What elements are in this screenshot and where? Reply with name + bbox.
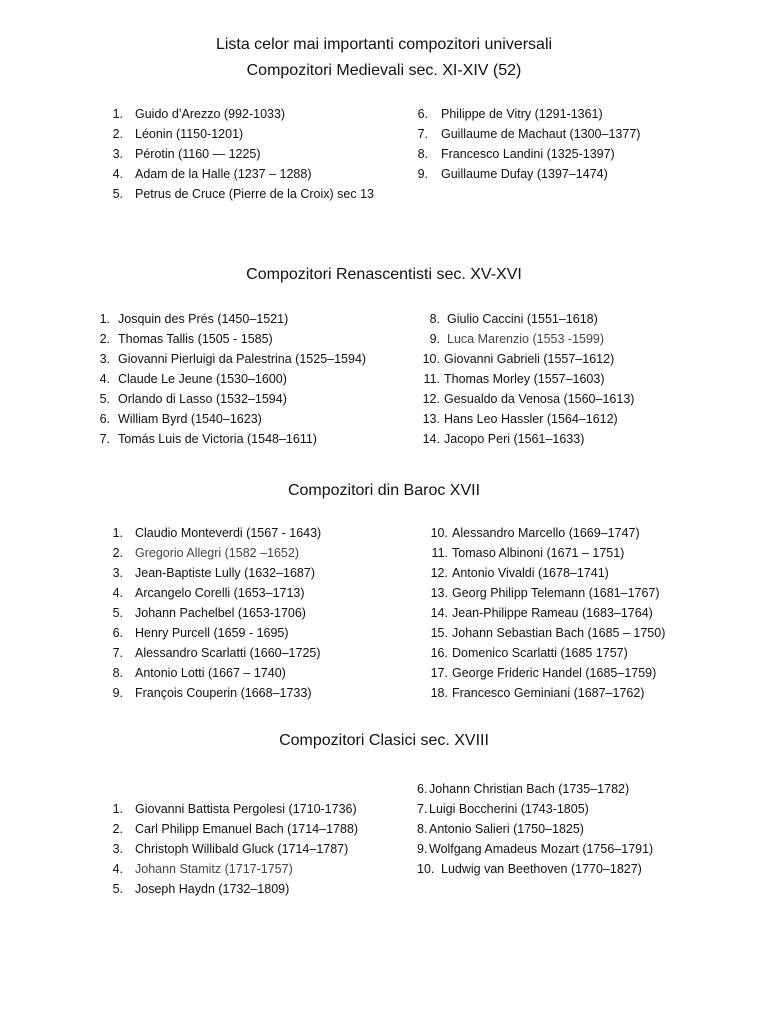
- list-item: 17. George Frideric Handel (1685–1759): [430, 666, 657, 680]
- list-item: 3. Christoph Willibald Gluck (1714–1787): [112, 842, 349, 856]
- section-heading-baroque: Compozitori din Baroc XVII: [287, 482, 481, 499]
- list-item: 7. Alessandro Scarlatti (1660–1725): [112, 646, 321, 660]
- list-item: 10. Giovanni Gabrieli (1557–1612): [422, 352, 615, 366]
- list-item: 11. Thomas Morley (1557–1603): [423, 372, 605, 386]
- list-item: 6. Johann Christian Bach (1735–1782): [417, 782, 630, 796]
- list-item: 10. Alessandro Marcello (1669–1747): [430, 526, 640, 540]
- list-item: 5. Johann Pachelbel (1653-1706): [112, 606, 306, 620]
- list-item: 8. Francesco Landini (1325-1397): [417, 147, 615, 161]
- renaissance-list-left: [94, 309, 366, 449]
- list-item: 4. Adam de la Halle (1237 – 1288): [112, 167, 312, 181]
- list-item: 9. François Couperin (1668–1733): [112, 686, 312, 700]
- list-item: 6. William Byrd (1540–1623): [99, 412, 262, 426]
- list-item: 2. Léonin (1150-1201): [112, 127, 244, 141]
- classical-list-left: [106, 799, 358, 899]
- list-item: 4. Claude Le Jeune (1530–1600): [99, 372, 287, 386]
- list-item: 14. Jacopo Peri (1561–1633): [422, 432, 585, 446]
- section-heading-classical: Compozitori Clasici sec. XVIII: [279, 732, 489, 749]
- baroque-list-left: [106, 523, 321, 703]
- baroque-list-right: [424, 523, 665, 703]
- list-item: 14. Jean-Philippe Rameau (1683–1764): [430, 606, 653, 620]
- section-heading-medieval: Compozitori Medievali sec. XI-XIV (52): [246, 62, 522, 79]
- list-item: 9. Luca Marenzio (1553 -1599): [429, 332, 605, 346]
- list-item: 7. Luigi Boccherini (1743-1805): [417, 802, 589, 816]
- list-item: 1. Claudio Monteverdi (1567 - 1643): [112, 526, 322, 540]
- list-item: 9. Guillaume Dufay (1397–1474): [417, 167, 608, 181]
- list-item: 11. Tomaso Albinoni (1671 – 1751): [431, 546, 625, 560]
- document-title: Lista celor mai importanti compozitori universali: [215, 36, 553, 53]
- list-item: 8. Antonio Lotti (1667 – 1740): [112, 666, 286, 680]
- list-item: 2. Carl Philipp Emanuel Bach (1714–1788): [112, 822, 359, 836]
- list-item: 2. Gregorio Allegri (1582 –1652): [112, 546, 299, 560]
- list-item: 3. Giovanni Pierluigi da Palestrina (1525–1594): [99, 352, 367, 366]
- list-item: 5. Orlando di Lasso (1532–1594): [99, 392, 287, 406]
- list-item: 5. Joseph Haydn (1732–1809): [112, 882, 290, 896]
- list-item: 9. Wolfgang Amadeus Mozart (1756–1791): [417, 842, 654, 856]
- list-item: 8. Giulio Caccini (1551–1618): [429, 312, 598, 326]
- list-item: 8. Antonio Salieri (1750–1825): [417, 822, 584, 836]
- list-item: 10. Ludwig van Beethoven (1770–1827): [417, 862, 642, 876]
- list-item: 1. Josquin des Prés (1450–1521): [99, 312, 289, 326]
- list-item: 12. Antonio Vivaldi (1678–1741): [430, 566, 609, 580]
- list-item: 1. Guido d’Arezzo (992-1033): [112, 107, 286, 121]
- list-item: 6. Henry Purcell (1659 - 1695): [112, 626, 289, 640]
- classical-list-right: [417, 779, 653, 879]
- list-item: 13. Hans Leo Hassler (1564–1612): [422, 412, 618, 426]
- list-item: 4. Johann Stamitz (1717-1757): [112, 862, 293, 876]
- medieval-list-left: [106, 104, 374, 204]
- list-item: 15. Johann Sebastian Bach (1685 – 1750): [430, 626, 666, 640]
- list-item: 3. Pérotin (1160 — 1225): [112, 147, 261, 161]
- section-heading-renaissance: Compozitori Renascentisti sec. XV-XVI: [246, 266, 522, 283]
- list-item: 7. Tomás Luis de Victoria (1548–1611): [99, 432, 317, 446]
- renaissance-list-right: [416, 309, 634, 449]
- list-item: 6. Philippe de Vitry (1291-1361): [417, 107, 603, 121]
- medieval-list-right: [410, 104, 640, 184]
- list-item: 5. Petrus de Cruce (Pierre de la Croix) sec 13: [112, 187, 374, 201]
- list-item: 4. Arcangelo Corelli (1653–1713): [112, 586, 305, 600]
- list-item: 12. Gesualdo da Venosa (1560–1613): [422, 392, 635, 406]
- list-item: 7. Guillaume de Machaut (1300–1377): [417, 127, 641, 141]
- list-item: 2. Thomas Tallis (1505 - 1585): [99, 332, 273, 346]
- list-item: 18. Francesco Geminiani (1687–1762): [430, 686, 645, 700]
- list-item: 16. Domenico Scarlatti (1685 1757): [430, 646, 628, 660]
- list-item: 3. Jean-Baptiste Lully (1632–1687): [112, 566, 315, 580]
- list-item: 13. Georg Philipp Telemann (1681–1767): [430, 586, 660, 600]
- list-item: 1. Giovanni Battista Pergolesi (1710-1736): [112, 802, 357, 816]
